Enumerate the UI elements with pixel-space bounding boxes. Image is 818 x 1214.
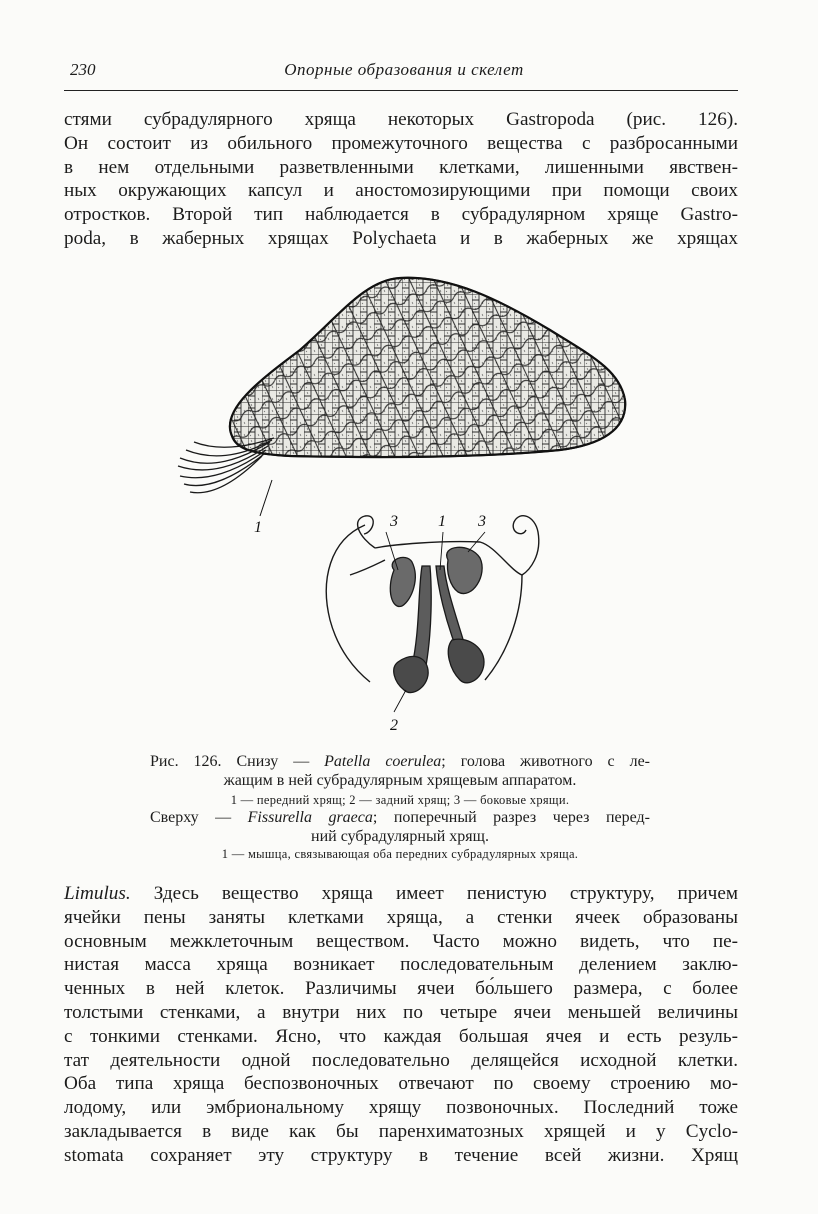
- cartilage-mass-drawing: [210, 270, 640, 470]
- paragraph-top: [64, 108, 738, 251]
- text-line: Оба типа хряща беспозвоночных отвечают по своему строению мо-: [64, 1073, 738, 1095]
- legend-line: 1 — мышца, связывающая оба передних субрадулярных хряща.: [221, 847, 579, 861]
- taxon-name: Limulus.: [64, 883, 131, 904]
- page-number: 230: [70, 60, 96, 79]
- text-line: стями субрадулярного хряща некоторых Gastropoda (рис. 126).: [64, 109, 738, 130]
- text-line: нистая масса хряща возникает последовательным делением заклю-: [64, 954, 738, 976]
- label-lower-2: 2: [390, 717, 398, 734]
- text-line: толстыми стенками, а внутри них по четыре ячеи меньшей величины: [64, 1001, 738, 1023]
- header-rule: [64, 90, 738, 91]
- cross-section-drawing: [326, 516, 538, 682]
- text-line: лодому, или эмбриональному хрящу позвоночных. Последний тоже: [64, 1097, 738, 1119]
- caption-legend-upper: [150, 846, 650, 862]
- label-upper-1: 1: [254, 519, 262, 536]
- legend-line: 1 — передний хрящ; 2 — задний хрящ; 3 — боковые хрящи.: [230, 793, 570, 807]
- caption-legend-lower: [150, 792, 650, 808]
- running-title: Опорные образования и скелет: [284, 60, 524, 79]
- lateral-cartilages: [390, 547, 482, 606]
- label-lower-1: 1: [438, 513, 446, 530]
- text-line: закладывается в виде как бы паренхиматозных хрящей и у Cyclo-: [64, 1120, 738, 1142]
- muscle-fibres: [178, 438, 274, 493]
- text-line: ченных в ней клеток. Различимы ячеи бо́льшего размера, с более: [64, 978, 738, 1000]
- label-lower-3-right: 3: [478, 513, 486, 530]
- text-line: основным межклеточным веществом. Часто можно видеть, что пе-: [64, 930, 738, 952]
- caption-line: Сверху — Fissurella graeca; поперечный разрез через перед-: [150, 809, 651, 826]
- paragraph-bottom: [64, 882, 738, 1168]
- caption-line: Рис. 126. Снизу — Patella coerulea; голова животного с ле-: [150, 753, 651, 770]
- figure-caption: [150, 752, 650, 790]
- text-line: отростков. Второй тип наблюдается в субрадулярном хряще Gastro-: [64, 204, 738, 226]
- label-lower-3-left: 3: [390, 513, 398, 530]
- figure-caption-continued: [150, 808, 650, 846]
- text-line: Он состоит из обильного промежуточного вещества с разбросанными: [64, 132, 738, 154]
- text-line: тат деятельности одной последовательно делящейся исходной клетки.: [64, 1049, 738, 1071]
- text-line: в нем отдельными разветвленными клетками, лишенными явствен-: [64, 156, 738, 178]
- text-line: Limulus. Здесь вещество хряща имеет пенистую структуру, причем: [64, 883, 738, 904]
- caption-line: жащим в ней субрадулярным хрящевым аппаратом.: [223, 772, 577, 789]
- text-line: stomata сохраняет эту структуру в течение всей жизни. Хрящ: [64, 1144, 738, 1166]
- text-line: ячейки пены заняты клетками хряща, а стенки ячеек образованы: [64, 906, 738, 928]
- figure-126: [150, 270, 640, 740]
- page-header: [70, 60, 738, 86]
- posterior-cartilages: [394, 639, 484, 692]
- cartilage-illustration: [150, 270, 640, 740]
- text-line: poda, в жаберных хрящах Polychaeta и в жаберных же хрящах: [64, 227, 738, 249]
- caption-line: ний субрадулярный хрящ.: [311, 828, 489, 845]
- text-line: с тонкими стенками. Ясно, что каждая большая ячея и есть резуль-: [64, 1025, 738, 1047]
- text-line: ных окружающих капсул и аностомозирующими при помощи своих: [64, 180, 738, 202]
